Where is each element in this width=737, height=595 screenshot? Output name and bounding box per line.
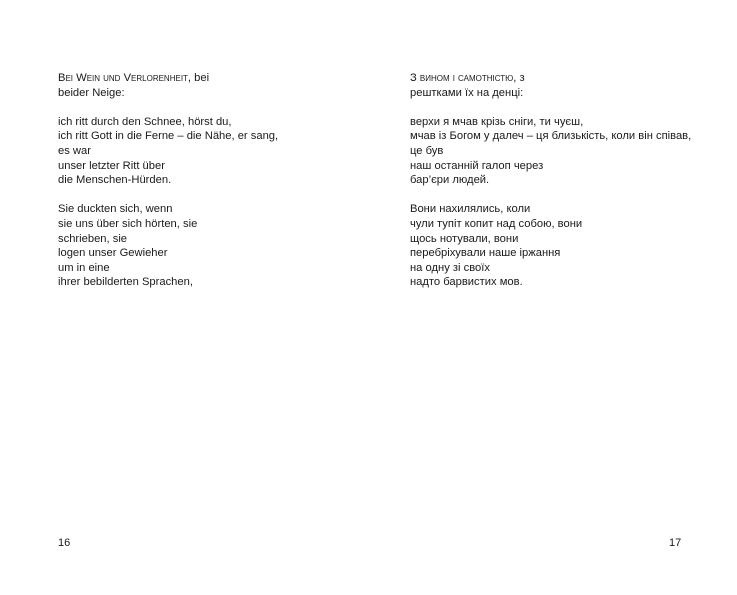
stanza-gap	[58, 100, 278, 115]
poem-line: ihrer bebilderten Sprachen,	[58, 276, 193, 289]
ukrainian-poem	[410, 71, 691, 290]
poem-line: beider Neige:	[58, 86, 125, 99]
poem-line: перебріхували наше іржання	[410, 247, 561, 260]
poem-line: на одну зі своїх	[410, 261, 490, 274]
page-number: 17	[669, 537, 682, 549]
poem-line: logen unser Gewieher	[58, 247, 168, 260]
poem-line: um in eine	[58, 261, 110, 274]
left-page	[0, 0, 368, 595]
poem-line: чули тупіт копит над собою, вони	[410, 217, 583, 230]
poem-heading-caps: Bei Wein und Verlorenheit,	[58, 72, 192, 84]
poem-line: це був	[410, 144, 444, 157]
page-number: 16	[58, 537, 71, 549]
stanza-gap	[410, 188, 691, 203]
poem-line: ich ritt Gott in die Ferne – die Nähe, er sang,	[58, 130, 279, 143]
poem-line: наш останній галоп через	[410, 159, 544, 172]
german-poem	[58, 71, 278, 290]
poem-line: sie uns über sich hörten, sie	[58, 217, 198, 230]
poem-line: верхи я мчав крізь сніги, ти чуєш,	[410, 115, 584, 128]
poem-heading-caps: З вином і самотністю,	[410, 72, 517, 84]
poem-line: schrieben, sie	[58, 232, 128, 245]
poem-line: бар’єри людей.	[410, 174, 490, 187]
poem-line: die Menschen-Hürden.	[58, 174, 172, 187]
poem-line: мчав із Богом у далеч – ця близькість, коли він співав,	[410, 130, 692, 143]
poem-line: es war	[58, 144, 91, 157]
poem-line: надто барвистих мов.	[410, 276, 523, 289]
poem-heading-rest: bei	[191, 72, 210, 84]
poem-line: ich ritt durch den Schnee, hörst du,	[58, 115, 232, 128]
poem-heading-rest: з	[516, 72, 525, 84]
poem-line: щось нотували, вони	[410, 232, 519, 245]
stanza-gap	[58, 188, 278, 203]
poem-line: Sie duckten sich, wenn	[58, 203, 173, 216]
stanza-gap	[410, 100, 691, 115]
poem-heading-line	[410, 71, 691, 86]
poem-line: рештками їх на денці:	[410, 86, 524, 99]
poem-line: Вони нахилялись, коли	[410, 203, 531, 216]
right-page	[369, 0, 737, 595]
poem-heading-line	[58, 71, 278, 86]
poem-line: unser letzter Ritt über	[58, 159, 165, 172]
